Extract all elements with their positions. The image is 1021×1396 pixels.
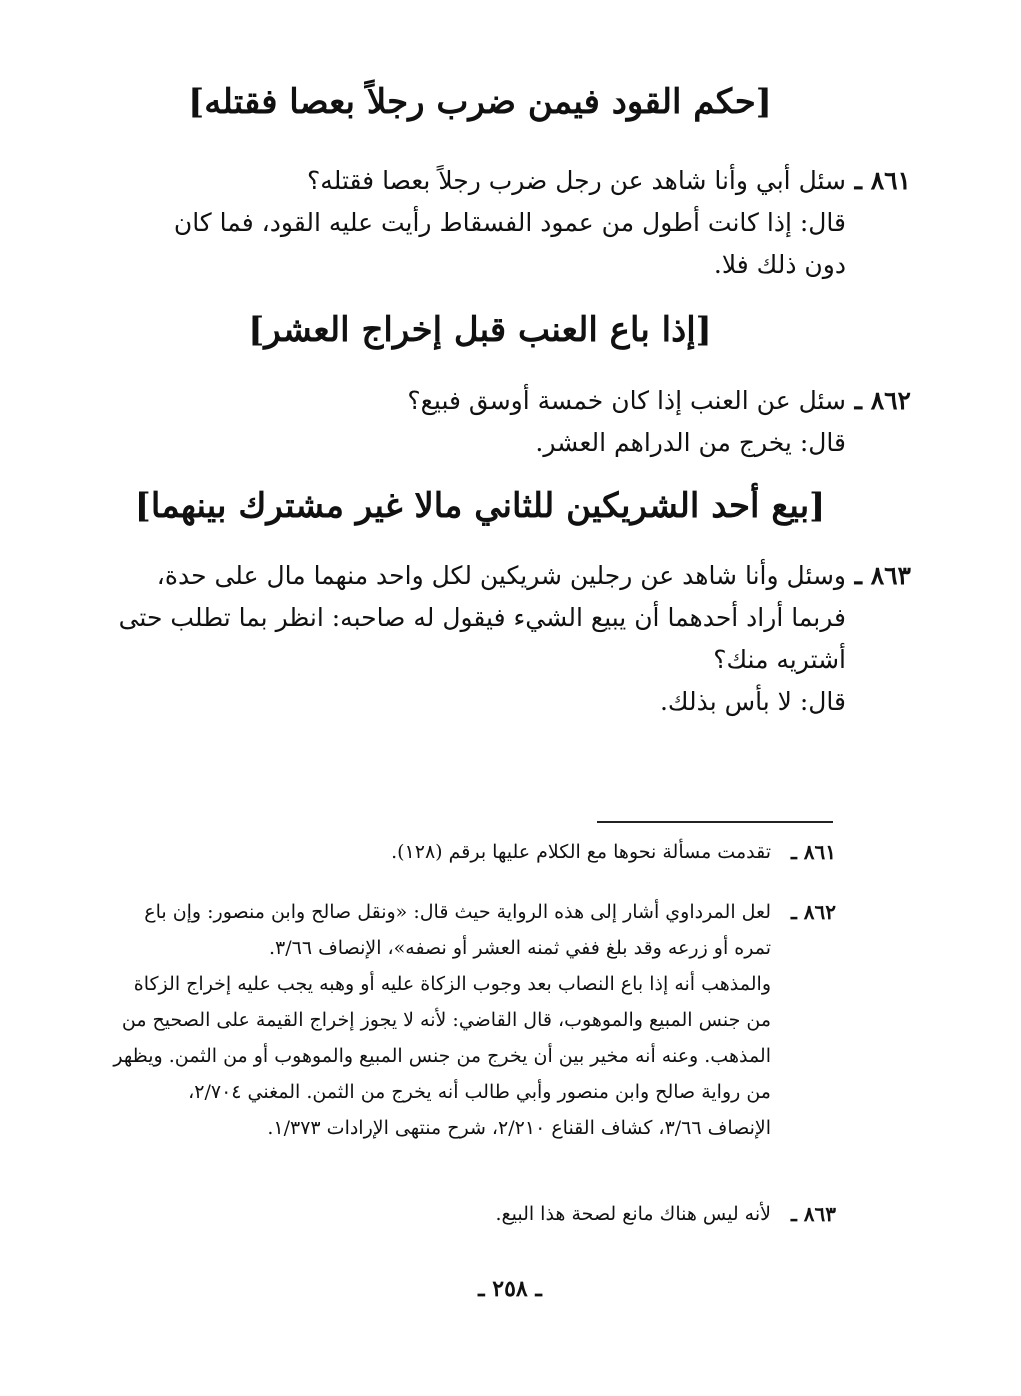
answer-line: قال: يخرج من الدراهم العشر.	[535, 428, 846, 457]
question-line: سئل عن العنب إذا كان خمسة أوسق فبيع؟	[407, 386, 846, 415]
footnote-line: المذهب. وعنه أنه مخير بين أن يخرج من جنس المبيع والموهوب أو من الثمن. ويظهر	[113, 1045, 771, 1067]
question-862	[206, 380, 846, 464]
footnote-number-863: ٨٦٣ ـ	[790, 1202, 836, 1226]
footnote-number-861: ٨٦١ ـ	[790, 840, 836, 864]
footnote-line: والمذهب أنه إذا باع النصاب بعد وجوب الزكاة عليه أو وهبه يجب عليه إخراج الزكاة	[133, 973, 771, 995]
question-line: سئل أبي وأنا شاهد عن رجل ضرب رجلاً بعصا فقتله؟	[307, 166, 846, 195]
footnote-862	[106, 894, 771, 1146]
section-heading-2: [إذا باع العنب قبل إخراج العشر]	[248, 310, 712, 350]
question-line: أشتريه منك؟	[713, 645, 846, 674]
footnote-line: الإنصاف ٣/٦٦، كشاف القناع ٢/٢١٠، شرح منتهى الإرادات ١/٣٧٣.	[267, 1117, 771, 1139]
footnote-number-862: ٨٦٢ ـ	[790, 900, 836, 924]
footnote-line: تقدمت مسألة نحوها مع الكلام عليها برقم (١٢٨).	[391, 841, 771, 863]
question-line: فربما أراد أحدهما أن يبيع الشيء فيقول له صاحبه: انظر بما تطلب حتى	[118, 603, 846, 632]
footnote-861	[106, 834, 771, 870]
question-863	[118, 555, 846, 723]
footnote-separator	[597, 821, 833, 823]
question-number-863: ٨٦٣ ـ	[854, 561, 911, 590]
footnote-line: من جنس المبيع والموهوب، قال القاضي: لأنه لا يجوز إخراج القيمة على الصحيح من	[121, 1009, 771, 1031]
footnote-line: لأنه ليس هناك مانع لصحة هذا البيع.	[495, 1203, 771, 1225]
answer-line: دون ذلك فلا.	[713, 250, 846, 279]
page-number: ـ ٢٥٨ ـ	[478, 1276, 542, 1302]
question-861	[173, 160, 846, 286]
answer-line: قال: لا بأس بذلك.	[659, 687, 846, 716]
footnote-line: تمره أو زرعه وقد بلغ ففي ثمنه العشر أو نصفه»، الإنصاف ٣/٦٦.	[268, 937, 771, 959]
answer-line: قال: إذا كانت أطول من عمود الفسقاط رأيت عليه القود، فما كان	[173, 208, 846, 237]
footnote-line: لعل المرداوي أشار إلى هذه الرواية حيث قال: «ونقل صالح وابن منصور: وإن باع	[144, 901, 771, 923]
question-number-862: ٨٦٢ ـ	[854, 386, 911, 415]
question-number-861: ٨٦١ ـ	[854, 166, 911, 195]
question-line: وسئل وأنا شاهد عن رجلين شريكين لكل واحد منهما مال على حدة،	[156, 561, 846, 590]
section-heading-1: [حكم القود فيمن ضرب رجلاً بعصا فقتله]	[188, 82, 772, 122]
section-heading-3: [بيع أحد الشريكين للثاني مالا غير مشترك بينهما]	[134, 486, 826, 526]
footnote-line: من رواية صالح وابن منصور وأبي طالب أنه يخرج من الثمن. المغني ٢/٧٠٤،	[188, 1081, 771, 1103]
footnote-863	[106, 1196, 771, 1232]
